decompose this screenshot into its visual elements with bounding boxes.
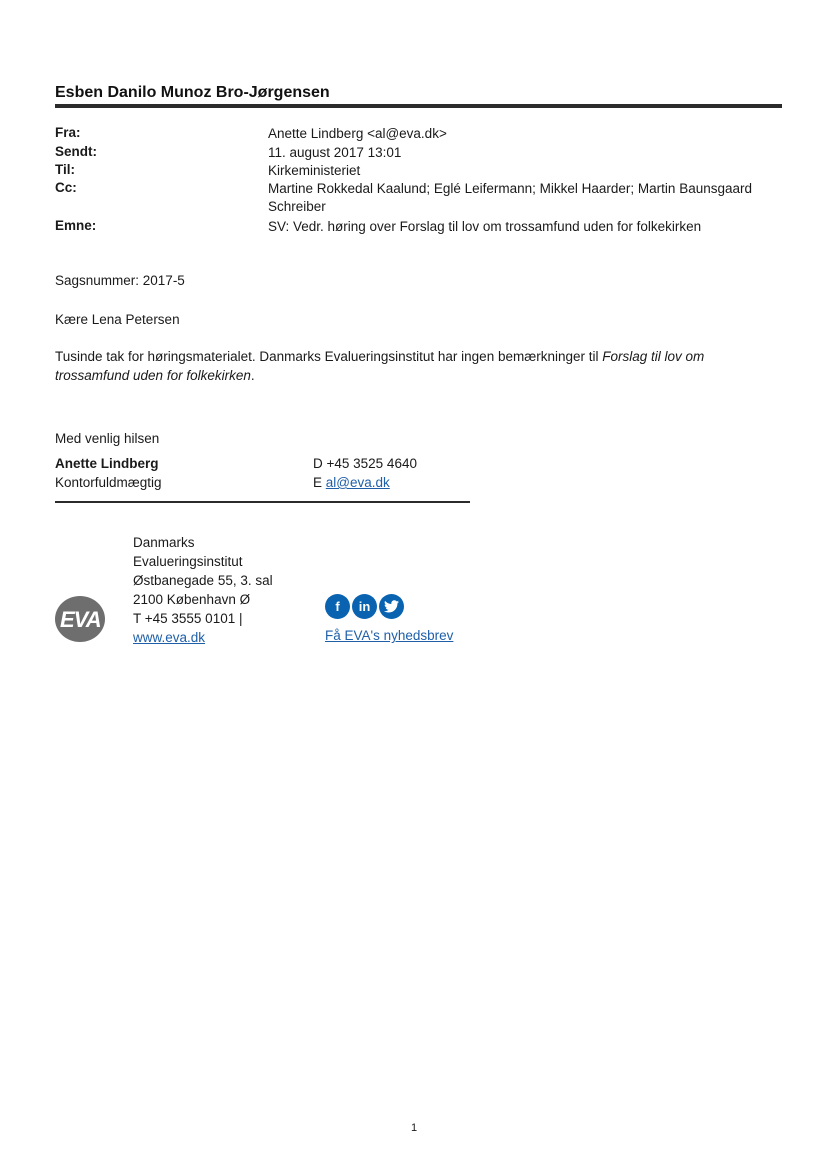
org-address: [133, 533, 313, 647]
address-line: Østbanegade 55, 3. sal: [133, 573, 273, 588]
signature-title: Kontorfuldmægtig: [55, 475, 162, 490]
bill-title: Forslag til lov om trossamfund uden for folkekirken: [55, 349, 705, 383]
facebook-icon[interactable]: f: [325, 594, 350, 619]
eva-logo: [55, 596, 105, 642]
document-owner-name: Esben Danilo Munoz Bro-Jørgensen: [55, 84, 330, 101]
page-number: 1: [410, 1122, 418, 1134]
signature-name: Anette Lindberg: [55, 456, 159, 471]
from-label: Fra:: [55, 125, 81, 140]
body-paragraph-end: .: [250, 368, 255, 383]
sent-label: Sendt:: [55, 144, 97, 159]
newsletter-link[interactable]: Få EVA's nyhedsbrev: [325, 628, 454, 643]
body-paragraph-text: Tusinde tak for høringsmaterialet. Danmarks Evalueringsinstitut har ingen bemærkninger til: [55, 349, 603, 364]
twitter-bird-shape: [384, 600, 399, 613]
address-line: Danmarks: [133, 535, 195, 550]
to-value: Kirkeministeriet: [268, 163, 361, 178]
address-line: Evalueringsinstitut: [133, 554, 243, 569]
subject-label: Emne:: [55, 218, 97, 233]
signature-phone: D +45 3525 4640: [313, 456, 417, 471]
social-links: [325, 594, 404, 620]
address-line: T +45 3555 0101 |: [133, 611, 243, 626]
subject-value: SV: Vedr. høring over Forslag til lov om trossamfund uden for folkekirken: [268, 219, 702, 234]
website-link[interactable]: www.eva.dk: [133, 630, 206, 645]
cc-value: Martine Rokkedal Kaalund; Eglé Leifermann; Mikkel Haarder; Martin Baunsgaard Schreiber: [268, 181, 752, 214]
closing: Med venlig hilsen: [55, 431, 160, 446]
body-paragraph: [55, 347, 755, 385]
greeting: Kære Lena Petersen: [55, 312, 180, 327]
header-divider: [55, 104, 782, 108]
email-link[interactable]: al@eva.dk: [325, 475, 390, 490]
sent-value: 11. august 2017 13:01: [268, 145, 402, 160]
signature-email-line: [313, 475, 390, 490]
cc-label: Cc:: [55, 180, 77, 195]
twitter-icon[interactable]: [379, 594, 404, 619]
from-value: Anette Lindberg <al@eva.dk>: [268, 126, 447, 141]
email-prefix: E: [313, 475, 326, 490]
logo-text: EVA: [60, 607, 101, 632]
address-line: 2100 København Ø: [133, 592, 251, 607]
to-label: Til:: [55, 162, 75, 177]
linkedin-icon[interactable]: in: [352, 594, 377, 619]
signature-divider: [55, 501, 470, 503]
case-number: Sagsnummer: 2017-5: [55, 273, 185, 288]
